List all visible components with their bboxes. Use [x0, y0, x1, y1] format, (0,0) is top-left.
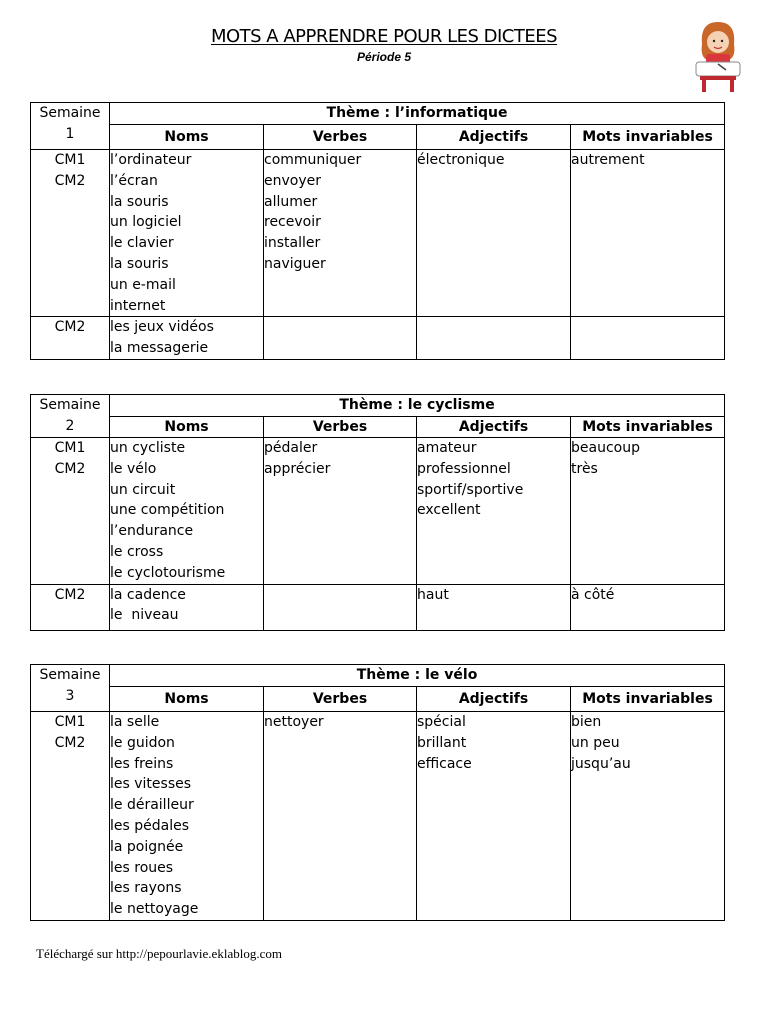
col-verbes: Verbes: [264, 687, 417, 712]
invariables-cell: [571, 317, 725, 360]
table-row: [31, 150, 725, 317]
invariables-cell: à côté: [571, 584, 725, 630]
table-row: [31, 584, 725, 630]
column-headers: [31, 417, 725, 438]
col-noms: Noms: [110, 687, 264, 712]
invariables-cell: beaucoup très: [571, 438, 725, 585]
col-noms: Noms: [110, 125, 264, 150]
column-headers: [31, 687, 725, 712]
verbes-cell: pédaler apprécier: [264, 438, 417, 585]
theme-title: Thème : le vélo: [110, 665, 725, 687]
noms-cell: la selle le guidon les freins les vitesses le dérailleur les pédales la poignée les roues les rayons le nettoyage: [110, 712, 264, 921]
col-mots-invariables: Mots invariables: [571, 417, 725, 438]
table-row: [31, 438, 725, 585]
adjectifs-cell: amateur professionnel sportif/sportive excellent: [417, 438, 571, 585]
noms-cell: les jeux vidéos la messagerie: [110, 317, 264, 360]
invariables-cell: autrement: [571, 150, 725, 317]
girl-writing-illustration-icon: [688, 14, 748, 94]
col-mots-invariables: Mots invariables: [571, 687, 725, 712]
level-cell: CM1 CM2: [31, 712, 110, 921]
col-mots-invariables: Mots invariables: [571, 125, 725, 150]
noms-cell: l’ordinateur l’écran la souris un logiciel le clavier la souris un e-mail internet: [110, 150, 264, 317]
week-table-2: [30, 394, 725, 631]
verbes-cell: nettoyer: [264, 712, 417, 921]
adjectifs-cell: [417, 317, 571, 360]
theme-title: Thème : le cyclisme: [110, 395, 725, 417]
week-label: Semaine 3: [31, 665, 110, 712]
level-cell: CM1 CM2: [31, 150, 110, 317]
level-cell: CM1 CM2: [31, 438, 110, 585]
col-noms: Noms: [110, 417, 264, 438]
verbes-cell: communiquer envoyer allumer recevoir installer naviguer: [264, 150, 417, 317]
verbes-cell: [264, 317, 417, 360]
week-table-1: [30, 102, 725, 360]
week-label: Semaine 1: [31, 103, 110, 150]
week-table-3: [30, 664, 725, 921]
level-cell: CM2: [31, 584, 110, 630]
table-row: [31, 317, 725, 360]
verbes-cell: [264, 584, 417, 630]
week-label: Semaine 2: [31, 395, 110, 438]
col-adjectifs: Adjectifs: [417, 125, 571, 150]
col-adjectifs: Adjectifs: [417, 687, 571, 712]
noms-cell: la cadence le niveau: [110, 584, 264, 630]
adjectifs-cell: électronique: [417, 150, 571, 317]
col-adjectifs: Adjectifs: [417, 417, 571, 438]
page-subtitle: Période 5: [356, 50, 412, 64]
page-title: MOTS A APPRENDRE POUR LES DICTEES: [210, 26, 558, 47]
adjectifs-cell: haut: [417, 584, 571, 630]
column-headers: [31, 125, 725, 150]
theme-title: Thème : l’informatique: [110, 103, 725, 125]
noms-cell: un cycliste le vélo un circuit une compétition l’endurance le cross le cyclotourisme: [110, 438, 264, 585]
adjectifs-cell: spécial brillant efficace: [417, 712, 571, 921]
download-source-footer: Téléchargé sur http://pepourlavie.eklablog.com: [36, 946, 282, 961]
col-verbes: Verbes: [264, 125, 417, 150]
col-verbes: Verbes: [264, 417, 417, 438]
table-row: [31, 712, 725, 921]
level-cell: CM2: [31, 317, 110, 360]
invariables-cell: bien un peu jusqu’au: [571, 712, 725, 921]
